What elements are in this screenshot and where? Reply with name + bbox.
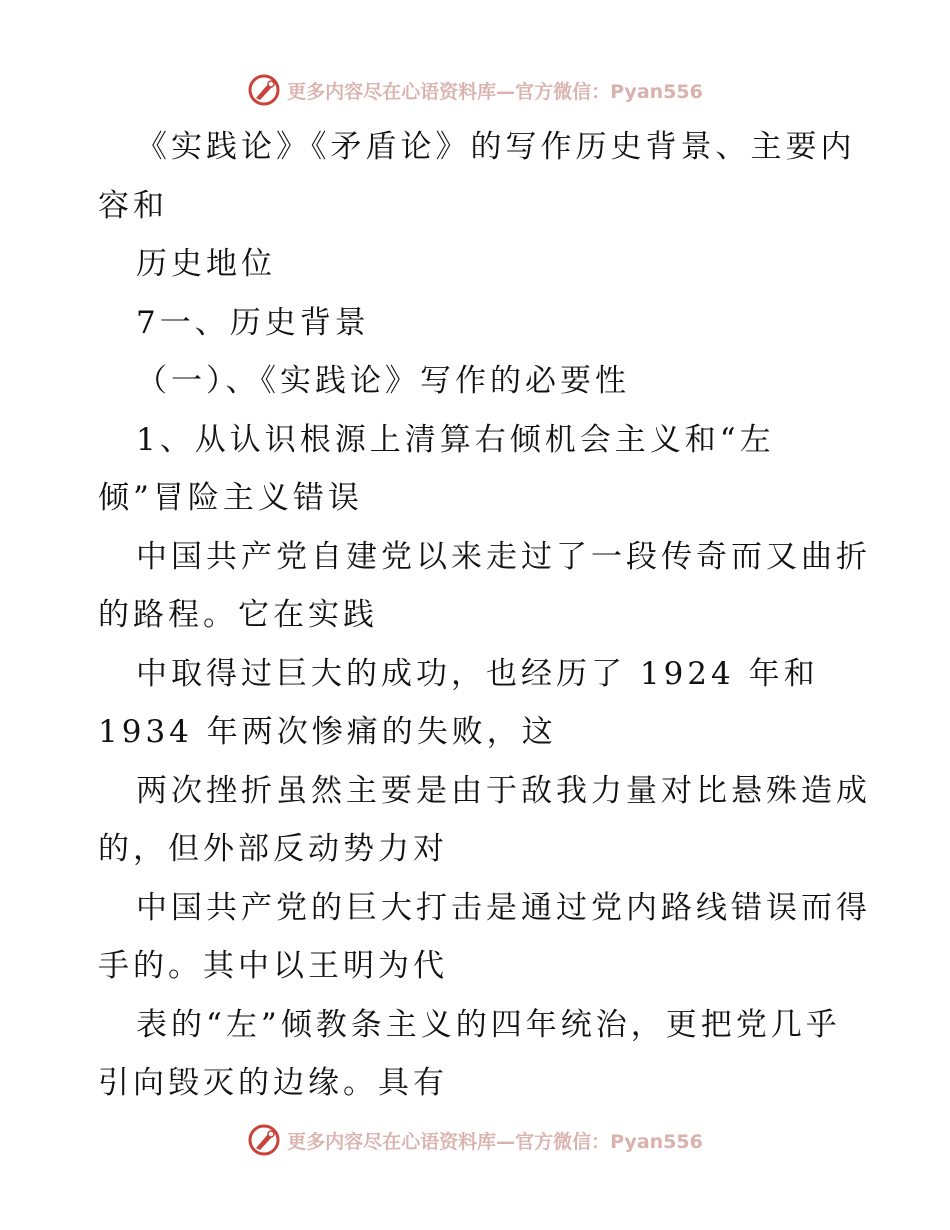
document-body xyxy=(98,118,871,1113)
text-line: 表的“左”倾教条主义的四年统治，更把党几乎 xyxy=(136,1006,841,1043)
text-line: 的，但外部反动势力对 xyxy=(98,831,448,867)
watermark-text: 更多内容尽在心语资料库—官方微信：Pyan556 xyxy=(287,80,703,103)
text-line: 1、从认识根源上清算右倾机会主义和“左 xyxy=(136,421,775,458)
text-line: 中国共产党自建党以来走过了一段传奇而又曲折 xyxy=(136,538,871,575)
text-line: 两次挫折虽然主要是由于敌我力量对比悬殊造成 xyxy=(136,772,871,809)
footer-watermark xyxy=(0,1118,950,1162)
text-line: 中取得过巨大的成功，也经历了 1924 年和 xyxy=(136,655,819,692)
text-line: 的路程。它在实践 xyxy=(98,597,378,633)
text-line: 引向毁灭的边缘。具有 xyxy=(98,1065,448,1101)
text-line: 容和 xyxy=(98,187,168,224)
seal-logo-icon xyxy=(247,1123,281,1157)
text-line: 《实践论》《矛盾论》的写作历史背景、主要内 xyxy=(136,129,856,165)
text-line: 7一、历史背景 xyxy=(136,304,370,341)
header-watermark xyxy=(0,68,950,112)
text-line: 1934 年两次惨痛的失败，这 xyxy=(98,714,557,750)
text-line: （一）、《实践论》写作的必要性 xyxy=(136,363,630,399)
seal-logo-icon xyxy=(247,73,281,107)
text-line: 手的。其中以王明为代 xyxy=(98,948,448,984)
text-line: 历史地位 xyxy=(136,246,276,282)
text-line: 倾”冒险主义错误 xyxy=(98,480,363,516)
text-line: 中国共产党的巨大打击是通过党内路线错误而得 xyxy=(136,889,871,926)
watermark-text: 更多内容尽在心语资料库—官方微信：Pyan556 xyxy=(287,1130,703,1153)
